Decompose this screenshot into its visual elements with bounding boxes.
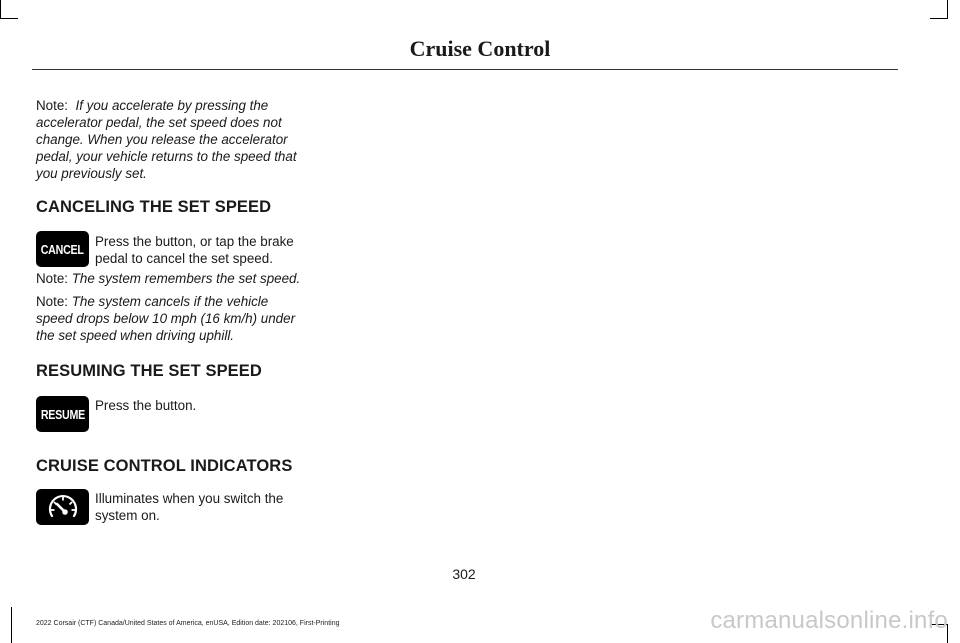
heading-canceling: CANCELING THE SET SPEED (36, 198, 272, 216)
crop-mark-top-left-v (0, 0, 1, 18)
resume-description: Press the button. (95, 398, 197, 413)
heading-indicators: CRUISE CONTROL INDICATORS (36, 457, 293, 475)
cancel-button-icon (36, 231, 89, 267)
crop-mark-top-right-v (947, 0, 948, 18)
indicator-description: Illuminates when you switch the system on. (95, 491, 284, 523)
cancel-badge-label: CANCEL (41, 241, 84, 257)
crop-mark-top-right-h (930, 18, 948, 19)
note-text: If you accelerate by pressing the accelerator pedal, the set speed does not change. When you release the accelerator pedal, your vehicle returns to the speed that you previously set. (36, 98, 297, 181)
page-number: 302 (452, 566, 476, 582)
speedometer-icon-graphic (46, 492, 80, 522)
note-label: Note: (36, 98, 69, 113)
resume-badge-label: RESUME (40, 406, 85, 422)
note-label: Note: (36, 271, 69, 286)
page-title: Cruise Control (409, 36, 551, 61)
watermark: carmanualsonline.info (710, 607, 948, 634)
note-label: Note: (36, 294, 69, 309)
crop-mark-bottom-left-v (11, 607, 12, 643)
note-text: The system cancels if the vehicle speed drops below 10 mph (16 km/h) under the set speed when driving uphill. (36, 294, 296, 343)
resume-button-icon (36, 396, 89, 432)
note-text: The system remembers the set speed. (71, 271, 301, 286)
crop-mark-top-left-h (0, 18, 18, 19)
note-accelerate (36, 97, 308, 182)
header-rule (32, 69, 898, 70)
footer-edition: 2022 Corsair (CTF) Canada/United States of America, enUSA, Edition date: 202106, First-Printing (36, 620, 340, 627)
note-remembers (36, 270, 308, 287)
heading-resuming: RESUMING THE SET SPEED (36, 362, 262, 380)
cancel-description: Press the button, or tap the brake pedal to cancel the set speed. (95, 234, 294, 266)
speedometer-icon (36, 489, 89, 525)
note-cancels (36, 293, 308, 344)
